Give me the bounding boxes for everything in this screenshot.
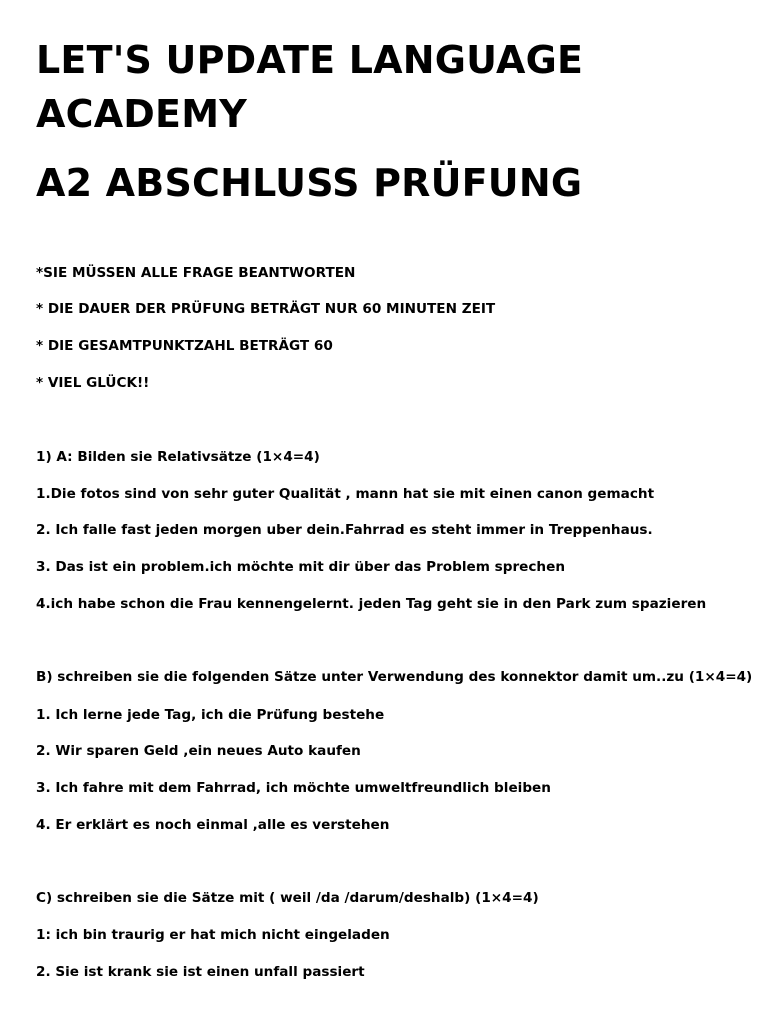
section-a-item: 4.ich habe schon die Frau kennengelernt. jeden Tag geht sie in den Park zum spazieren	[36, 596, 707, 612]
section-a-item: 2. Ich falle fast jeden morgen uber dein.Fahrrad es steht immer in Treppenhaus.	[36, 522, 653, 538]
section-b-heading: B) schreiben sie die folgenden Sätze unter Verwendung des konnektor damit um..zu (1×4=4)	[36, 669, 753, 685]
section-a-item: 3. Das ist ein problem.ich möchte mit dir über das Problem sprechen	[36, 559, 566, 575]
instruction-line: * DIE DAUER DER PRÜFUNG BETRÄGT NUR 60 MINUTEN ZEIT	[36, 301, 496, 317]
academy-title-line2: ACADEMY	[36, 92, 247, 136]
academy-title-line1: LET'S UPDATE LANGUAGE	[36, 38, 584, 82]
section-a-item: 1.Die fotos sind von sehr guter Qualität , mann hat sie mit einen canon gemacht	[36, 486, 655, 502]
section-c-item: 1: ich bin traurig er hat mich nicht eingeladen	[36, 927, 390, 943]
section-c-item: 2. Sie ist krank sie ist einen unfall passiert	[36, 964, 365, 980]
exam-title: A2 ABSCHLUSS PRÜFUNG	[36, 161, 583, 205]
instruction-line: * DIE GESAMTPUNKTZAHL BETRÄGT 60	[36, 338, 333, 354]
section-c-heading: C) schreiben sie die Sätze mit ( weil /da /darum/deshalb) (1×4=4)	[36, 890, 539, 906]
section-b-item: 4. Er erklärt es noch einmal ,alle es verstehen	[36, 817, 390, 833]
section-b-item: 1. Ich lerne jede Tag, ich die Prüfung bestehe	[36, 707, 385, 723]
section-b-item: 3. Ich fahre mit dem Fahrrad, ich möchte umweltfreundlich bleiben	[36, 780, 551, 796]
instruction-line: *SIE MÜSSEN ALLE FRAGE BEANTWORTEN	[36, 265, 356, 281]
section-a-heading: 1) A: Bilden sie Relativsätze (1×4=4)	[36, 449, 320, 465]
instruction-line: * VIEL GLÜCK!!	[36, 375, 150, 391]
section-b-item: 2. Wir sparen Geld ,ein neues Auto kaufen	[36, 743, 361, 759]
